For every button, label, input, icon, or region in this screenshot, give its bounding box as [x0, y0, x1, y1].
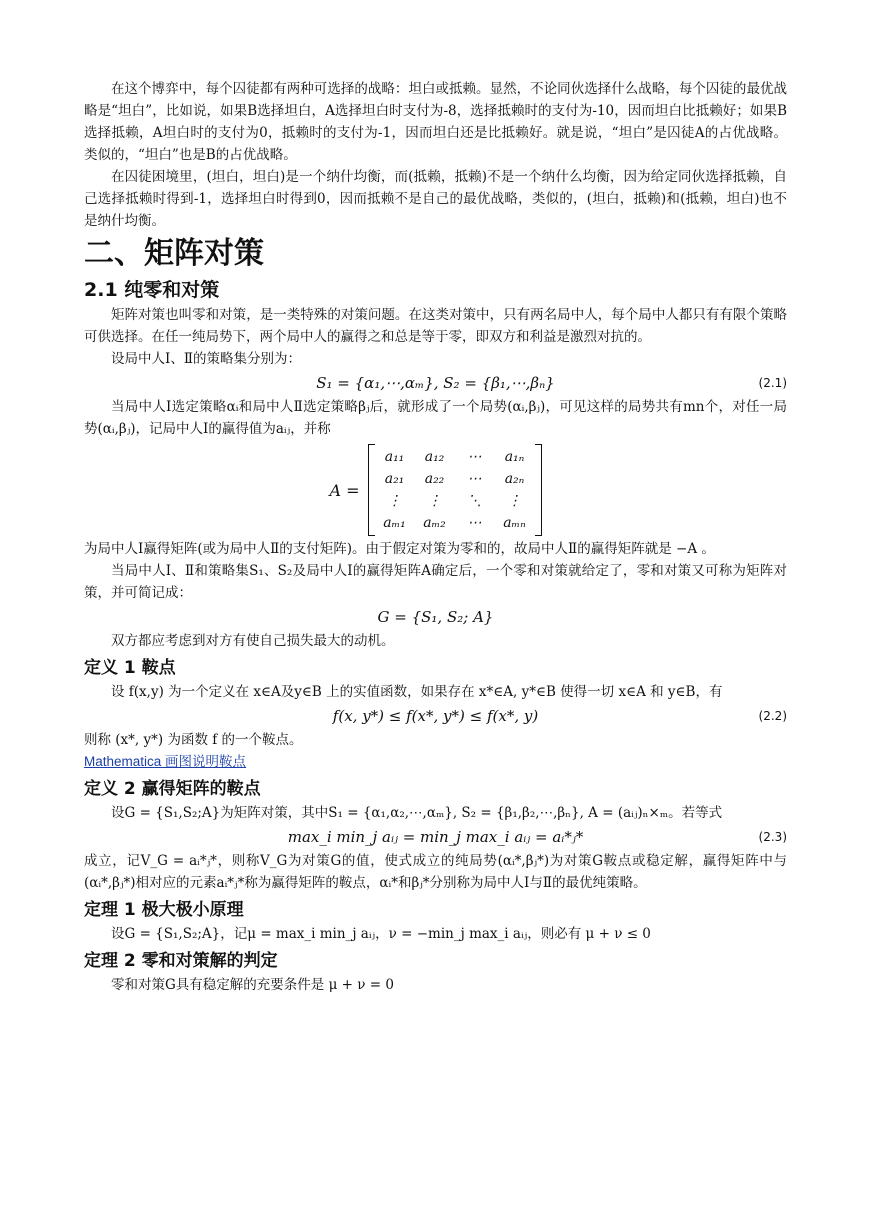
matrix-cell: aₘ₂ [423, 515, 446, 531]
subsection-heading-zero-sum: 2.1 纯零和对策 [84, 279, 220, 301]
matrix-cell: ⋯ [467, 449, 482, 465]
equation-game-definition [84, 604, 787, 630]
definition-1-paragraph: 设 f(x,y) 为一个定义在 x∈A及y∈B 上的实值函数，如果存在 x*∈A, y*∈B 使得一切 x∈A 和 y∈B，有 [111, 684, 723, 700]
intro-paragraph-1: 在这个博弈中，每个囚徒都有两种可选择的战略：坦白或抵赖。显然，不论同伙选择什么战略，每个囚徒的最优战略是“坦白”，比如说，如果B选择坦白，A选择坦白时支付为-8，选择抵赖时的支付为-10，因而坦白比抵赖好；如果B选择抵赖，A坦白时的支付为0，抵赖时的支付为-1，因而坦白还是比抵赖好。就是说，“坦白”是囚徒A的占优战略。类似的，“坦白”也是B的占优战略。 [84, 81, 787, 163]
equation-2-1 [84, 370, 787, 396]
matrix-row [375, 512, 535, 534]
zero-sum-paragraph-2: 设局中人Ⅰ、Ⅱ的策略集分别为： [111, 351, 302, 367]
matrix-cell: ⋮ [387, 493, 402, 509]
matrix-row [375, 468, 535, 490]
equation-2-1-body: S₁ = {α₁,⋯,αₘ}, S₂ = {β₁,⋯,βₙ} [316, 374, 555, 392]
matrix-cell: a₁₂ [424, 449, 445, 465]
matrix-label: A = [329, 480, 360, 500]
equation-2-1-number: (2.1) [758, 376, 787, 390]
theorem-2-paragraph: 零和对策G具有稳定解的充要条件是 μ + ν = 0 [111, 977, 394, 993]
zero-sum-paragraph-4: 为局中人Ⅰ赢得矩阵(或为局中人Ⅱ的支付矩阵)。由于假定对策为零和的，故局中人Ⅱ的赢得矩阵就是 −A 。 [84, 541, 715, 557]
matrix-cell: aₘₙ [503, 515, 526, 531]
matrix-cell: ⋯ [467, 515, 482, 531]
matrix-brackets [368, 444, 542, 536]
definition-1-conclusion: 则称 (x*, y*) 为函数 f 的一个鞍点。 [84, 732, 303, 748]
mathematica-saddle-link[interactable]: Mathematica 画图说明鞍点 [84, 754, 247, 769]
payoff-matrix [84, 444, 787, 536]
matrix-cell: ⋮ [507, 493, 522, 509]
matrix-table [375, 446, 535, 534]
definition-1-heading: 定义 1 鞍点 [84, 658, 176, 678]
equation-game-definition-body: G = {S₁, S₂; A} [377, 608, 494, 626]
zero-sum-paragraph-1: 矩阵对策也叫零和对策，是一类特殊的对策问题。在这类对策中，只有两名局中人，每个局中人都只有有限个策略可供选择。在任一纯局势下，两个局中人的赢得之和总是等于零，即双方和利益是激烈对抗的。 [84, 307, 787, 345]
equation-2-2-body: f(x, y*) ≤ f(x*, y*) ≤ f(x*, y) [332, 707, 539, 725]
zero-sum-paragraph-6: 双方都应考虑到对方有使自己损失最大的动机。 [111, 633, 395, 649]
theorem-1-heading: 定理 1 极大极小原理 [84, 900, 244, 920]
equation-2-3 [84, 824, 787, 850]
matrix-cell: a₂₁ [384, 471, 405, 487]
definition-2-conclusion: 成立，记V_G = aᵢ*ⱼ*，则称V_G为对策G的值，使式成立的纯局势(αᵢ*,βⱼ*)为对策G鞍点或稳定解，赢得矩阵中与(αᵢ*,βⱼ*)相对应的元素aᵢ*ⱼ*称为赢得矩阵的鞍点，αᵢ*和βⱼ*分别称为局中人Ⅰ与Ⅱ的最优纯策略。 [84, 853, 787, 891]
matrix-cell: aₘ₁ [383, 515, 406, 531]
matrix-cell: a₁₁ [384, 449, 405, 465]
equation-2-3-body: max_i min_j aᵢⱼ = min_j max_i aᵢⱼ = aᵢ*ⱼ* [287, 828, 584, 846]
definition-2-heading: 定义 2 赢得矩阵的鞍点 [84, 779, 261, 799]
matrix-row [375, 446, 535, 468]
zero-sum-paragraph-5: 当局中人Ⅰ、Ⅱ和策略集S₁、S₂及局中人Ⅰ的赢得矩阵A确定后，一个零和对策就给定了，零和对策又可称为矩阵对策，并可简记成： [84, 563, 787, 601]
theorem-1-paragraph: 设G = {S₁,S₂;A}，记μ = max_i min_j aᵢⱼ，ν = −min_j max_i aᵢⱼ，则必有 μ + ν ≤ 0 [111, 926, 651, 942]
equation-2-3-number: (2.3) [758, 830, 787, 844]
matrix-cell: ⋮ [427, 493, 442, 509]
matrix-cell: ⋱ [467, 493, 482, 509]
matrix-cell: a₁ₙ [504, 449, 525, 465]
matrix-cell: ⋯ [467, 471, 482, 487]
matrix-cell: a₂₂ [424, 471, 445, 487]
equation-2-2-number: (2.2) [758, 709, 787, 723]
definition-2-paragraph: 设G = {S₁,S₂;A}为矩阵对策，其中S₁ = {α₁,α₂,⋯,αₘ}, S₂ = {β₁,β₂,⋯,βₙ}, A = (aᵢⱼ)ₙ×ₘ。若等式 [111, 805, 723, 821]
document-page [84, 78, 787, 996]
matrix-cell: a₂ₙ [504, 471, 525, 487]
section-heading-matrix-game: 二、矩阵对策 [84, 236, 264, 271]
matrix-row [375, 490, 535, 512]
intro-paragraph-2: 在囚徒困境里，(坦白，坦白)是一个纳什均衡，而(抵赖，抵赖)不是一个纳什么均衡，因为给定同伙选择抵赖，自己选择抵赖时得到-1，选择坦白时得到0，因而抵赖不是自己的最优战略，类似的，(坦白，抵赖)和(抵赖，坦白)也不是纳什均衡。 [84, 169, 787, 229]
zero-sum-paragraph-3: 当局中人Ⅰ选定策略αᵢ和局中人Ⅱ选定策略βⱼ后，就形成了一个局势(αᵢ,βⱼ)，可见这样的局势共有mn个，对任一局势(αᵢ,βⱼ)，记局中人Ⅰ的赢得值为aᵢⱼ，并称 [84, 399, 787, 437]
theorem-2-heading: 定理 2 零和对策解的判定 [84, 951, 278, 971]
equation-2-2 [84, 703, 787, 729]
